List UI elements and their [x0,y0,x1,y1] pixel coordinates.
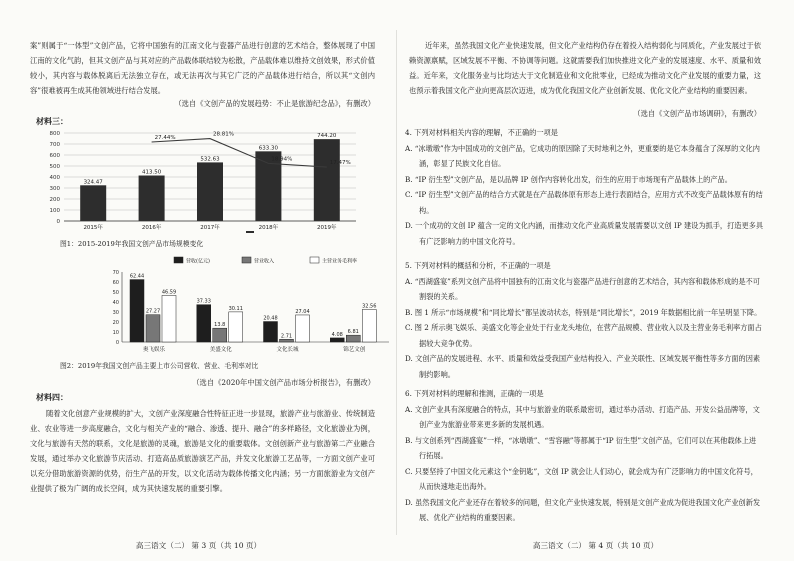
intro-paragraph: 案”则属于“一体型”文创产品，它将中国独有的江南文化与瓷器产品进行创意的艺术结合，整体展现了中国江南的文化气韵，但其文创产品与其对应的产品载体联结较为松散，产品载体难以维持文创效果，形式价值较小，其内容与载体脱离后无法独立存在，或无法再次与其它广泛的产品载体进行结合，所以其“文创内容”很难被再生成其他领域进行结合发展。 [30,41,375,95]
page-footer-left: 高三语文（二） 第 3 页（共 10 页） [135,541,262,550]
question-6-option-b: B. 与文创系列“西湖盛宴”一样，“冰墩墩”、“雪容融”等都属于“IP 衍生型”文创产品，它们可以在其他载体上进行拓展。 [405,435,757,460]
y-tick-label: 100 [49,208,60,214]
bar [314,139,340,221]
bar [330,338,344,342]
y-tick-label: 60 [112,280,119,286]
question-4-option-c: C. “IP 衍生型”文创产品的结合方式就是在产品载体原有形态上进行表面结合，应用方式不改变产品载体原有的结构。 [405,190,763,215]
y-tick-label: 400 [49,175,60,181]
legend-swatch [246,231,254,233]
question-5-option-c: C. 图 2 所示奥飞娱乐、美盛文化等企业处于行业龙头地位，在营产品规模、营业收入以及主营业务毛利率方面占据较大竞争优势。 [405,323,762,348]
bar-value-label: 633.30 [258,145,279,152]
legend-swatch [242,257,251,263]
y-tick-label: 40 [112,300,119,306]
x-tick-label: 2016年 [141,225,162,231]
x-tick-label: 2019年 [317,225,337,231]
company-comparison-chart [104,254,394,358]
x-tick-label: 奥飞娱乐 [142,347,166,353]
x-tick-label: 2018年 [258,225,279,231]
bar [130,280,144,342]
bar [264,322,278,342]
y-tick-label: 300 [49,186,60,192]
y-tick-label: 700 [49,142,60,148]
bar-value-label: 413.50 [141,169,162,176]
bar-value-label: 37.33 [196,298,211,305]
question-6-stem: 6. 下列对材料的理解和推测，正确的一项是 [405,389,544,398]
legend-label: 营收(亿元) [186,258,210,265]
question-4-option-a: A. “冰墩墩”作为中国成功的文创产品，它成功的原因除了天时地利之外，更重要的是它本身蕴含了深厚的文化内涵，彰显了民族文化自信。 [405,143,760,168]
market-size-chart [36,125,381,237]
bar [162,295,176,342]
question-4-option-d: D. 一个成功的文创 IP 蕴含一定的文化内涵，而推动文化产业高质量发展需要以文创 IP 建设为抓手，打造更多具有广泛影响力的中国文化符号。 [405,221,764,246]
question-4-option-b: B. “IP 衍生型”文创产品，是以品牌 IP 创作内容转化出发，衍生的应用于市场现有产品载体上的产品。 [405,174,732,184]
growth-line [152,139,327,168]
page-footer-right: 高三语文（二） 第 4 页（共 10 页） [532,541,659,550]
top-paragraph: 近年来，虽然我国文化产业快速发展，但文化产业结构仍存在着投入结构弱化与同质化，产业发展过于依赖资源禀赋，区域发展不平衡、不协调等问题。这就需要我们加快推进文化产业的发展速度、水平、质量和效益。近年来，文化服务业与比均达大于文化制造业和文化批零业，已经成为推动文化产业发展的重要力量，这也预示着我国文化产业向更高层次迈进，成为优化我国文化产业创新发展、优化文化产业结构的重要因素。 [409,41,761,95]
y-tick-label: 10 [112,330,119,336]
y-tick-label: 50 [112,290,119,296]
bar [80,185,106,221]
bar [139,176,165,221]
growth-label: 27.44% [154,135,176,142]
material-3-title: 材料三： [36,116,68,126]
bar-value-label: 4.08 [331,331,343,338]
bar [197,162,223,221]
bar [346,335,360,342]
bar [213,328,227,342]
bar-value-label: 13.8 [214,322,226,329]
material-4-text: 随着文化创意产业规模的扩大，文创产业深度融合性特征正进一步显现，旅游产业与旅游业、传统制造业、农业等进一步高度融合，文化与相关产业的“融合、渗透、提升、融合”的多样路径，文化旅游业为例，文化与旅游有天然的联系，文化是旅游的灵魂，旅游是文化的重要载体。文创创新产业与旅游第二产业融合发展，通过举办文化旅游节庆活动、打造高品质旅游演艺产品，并发文化旅游工艺品等，一方面文创产业可以充分借助旅游资源的优势，衍生产品的开发，以文化活动为载体传播文化内涵；另一方面旅游业为文创产业提供了极为广阔的成长空间，成为其快速发展的重要引擎。 [30,409,375,493]
question-5-option-a: A. “西湖盛宴”系列文创产品将中国独有的江南文化与瓷器产品进行创意的艺术结合，其内容和载体形成的是不可割裂的关系。 [405,276,760,301]
question-6 [405,386,763,526]
bar-value-label: 532.63 [200,156,220,163]
question-6-option-a: A. 文创产业具有深度融合的特点，其中与旅游业的联系最密切，通过举办活动、打造产品、开发公益品牌等，文创产业为旅游业带来更多新的发展机遇。 [405,404,760,429]
y-tick-label: 20 [112,320,119,326]
question-4 [405,125,763,249]
source-citation-2: （选自《2020年中国文创产品市场分析报告》，有删改） [192,378,375,387]
question-4-stem: 4. 下列对材料相关内容的理解，不正确的一项是 [405,128,558,137]
figure-1-caption: 图1：2015-2019年我国文创产品市场规模变化 [60,240,204,248]
growth-label: 18.94% [271,156,293,163]
x-tick-label: 文化长城 [276,347,299,353]
y-tick-label: 0 [115,340,119,346]
bar-value-label: 324.47 [83,179,103,186]
bar [362,309,376,342]
y-tick-label: 200 [49,197,60,203]
bar-value-label: 2.71 [280,333,293,340]
y-tick-label: 500 [49,164,60,170]
question-6-option-c: C. 只要坚持了中国文化元素这个“金钥匙”，文创 IP 就会让人们动心，就会成为有广泛影响力的中国文化符号，从而快速地走出海外。 [405,466,758,491]
growth-label: 17.47% [329,160,351,167]
question-5-option-d: D. 文创产品的发展进程、水平、质量和效益受我国产业结构投入、产业关联性、区域发展平衡性等多方面的因素制约影响。 [405,354,761,379]
source-citation-3: （选自《文创产品市场调研》，有删改） [633,109,761,118]
bar-value-label: 27.04 [295,308,310,315]
x-tick-label: 美盛文化 [209,347,232,353]
bar [197,305,211,342]
bar [229,312,243,342]
bar [146,315,160,342]
material-4-title: 材料四： [36,392,68,402]
question-6-option-d: D. 虽然我国文化产业还存在着较多的问题，但文化产业快速发展，特别是文创产业成为促进我国文化产业创新发展、优化产业结构的重要因素。 [405,497,761,522]
growth-label: 28.81% [213,131,234,138]
bar-value-label: 6.81 [347,329,359,336]
bar-value-label: 744.20 [317,133,337,140]
legend-swatch [310,257,319,263]
y-tick-label: 70 [112,270,119,276]
bar-value-label: 32.56 [362,303,377,310]
x-tick-label: 锦艺文创 [343,347,366,353]
bar [280,339,294,342]
y-tick-label: 0 [56,219,60,225]
x-tick-label: 2015年 [83,225,103,231]
bar-value-label: 46.59 [161,289,177,296]
question-5-option-b: B. 图 1 所示“市场规模”和“同比增长”都呈波动状态，特别是“同比增长”，2019 年数据相比前一年呈明显下降。 [405,307,762,317]
bar-value-label: 30.11 [228,305,243,312]
figure-2-caption: 图2：2019年我国文创产品主要上市公司营收、营业、毛利率对比 [60,362,259,370]
page-4 [397,0,794,561]
question-5 [405,258,763,382]
legend-label: 营业收入 [254,258,275,265]
x-tick-label: 2017年 [200,225,220,231]
y-tick-label: 30 [112,310,119,316]
question-5-stem: 5. 下列对材料的概括和分析，不正确的一项是 [405,261,551,270]
bar-value-label: 27.27 [145,308,161,315]
legend-swatch [174,257,183,263]
bar-value-label: 20.48 [263,315,278,322]
source-citation-1: （选自《文创产品的发展趋势：不止是旅游纪念品》，有删改） [174,99,375,108]
legend-label: 主营业务毛利率 [322,258,358,265]
bar-value-label: 62.44 [129,273,145,280]
y-tick-label: 600 [49,153,60,159]
y-tick-label: 800 [49,131,60,137]
bar [296,315,310,342]
